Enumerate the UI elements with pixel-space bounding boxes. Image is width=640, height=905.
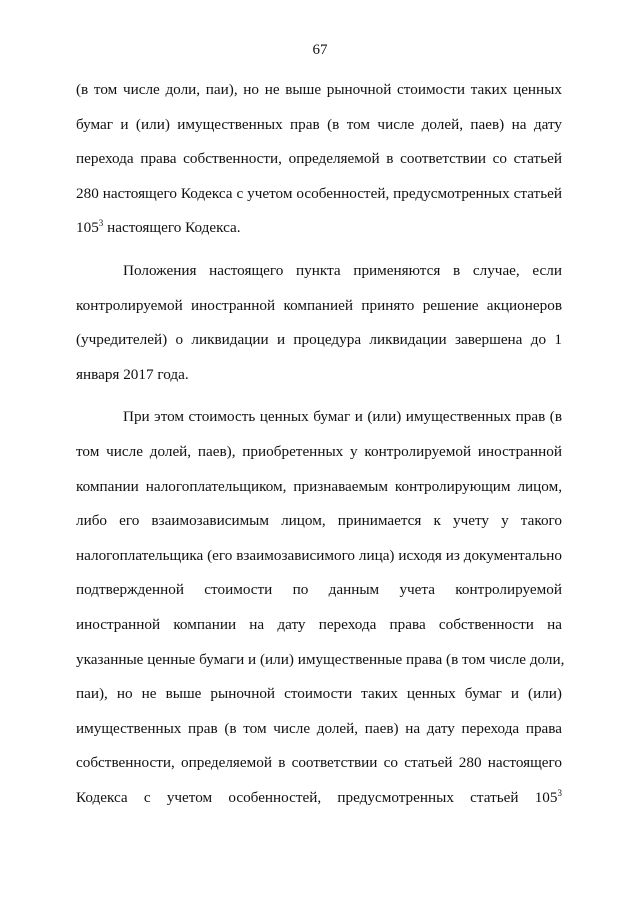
page-number: 67 <box>312 42 328 58</box>
text-line: (в том числе доли, паи), но не выше рыночной стоимости таких ценных <box>76 81 562 98</box>
text-line: При этом стоимость ценных бумаг и (или) имущественных прав (в <box>123 408 562 426</box>
paragraph <box>76 254 562 392</box>
text-line: либо его взаимозависимым лицом, принимается к учету у такого <box>76 512 562 530</box>
text-line: собственности, определяемой в соответствии со статьей 280 настоящего <box>76 754 562 772</box>
superscript: 3 <box>557 787 562 798</box>
text-line: бумаг и (или) имущественных прав (в том числе долей, паев) на дату <box>76 115 562 133</box>
text-line: Положения настоящего пункта применяются в случае, если <box>123 261 562 279</box>
text-line <box>76 211 562 246</box>
text-line: января 2017 года. <box>76 365 189 383</box>
text-line <box>76 781 562 816</box>
text-line: паи), но не выше рыночной стоимости таких ценных бумаг и (или) <box>76 685 562 703</box>
text-line: подтвержденной стоимости по данным учета контролируемой <box>76 581 562 599</box>
superscript: 3 <box>98 218 104 229</box>
text-line: иностранной компании на дату перехода права собственности на <box>76 615 562 633</box>
text-line: компании налогоплательщиком, признаваемым контролирующим лицом, <box>76 477 562 495</box>
paragraph <box>76 400 565 815</box>
text-line: имущественных прав (в том числе долей, паев) на дату перехода права <box>76 719 562 737</box>
article-number: 105 <box>76 219 99 237</box>
text-line: указанные ценные бумаги и (или) имущественные права (в том числе доли, <box>76 650 565 668</box>
document-body <box>76 73 565 815</box>
text-fragment: настоящего Кодекса. <box>103 219 241 237</box>
text-fragment: Кодекса с учетом особенностей, предусмотренных статьей 105 <box>76 788 558 806</box>
text-line: том числе долей, паев), приобретенных у контролируемой иностранной <box>76 442 562 460</box>
text-line: 280 настоящего Кодекса с учетом особенностей, предусмотренных статьей <box>76 184 562 202</box>
text-line: контролируемой иностранной компанией принято решение акционеров <box>76 296 562 314</box>
text-line: перехода права собственности, определяемой в соответствии со статьей <box>76 150 562 168</box>
paragraph <box>76 73 562 246</box>
text-line: налогоплательщика (его взаимозависимого лица) исходя из документально <box>76 546 562 564</box>
text-line: (учредителей) о ликвидации и процедура ликвидации завершена до 1 <box>76 331 562 349</box>
